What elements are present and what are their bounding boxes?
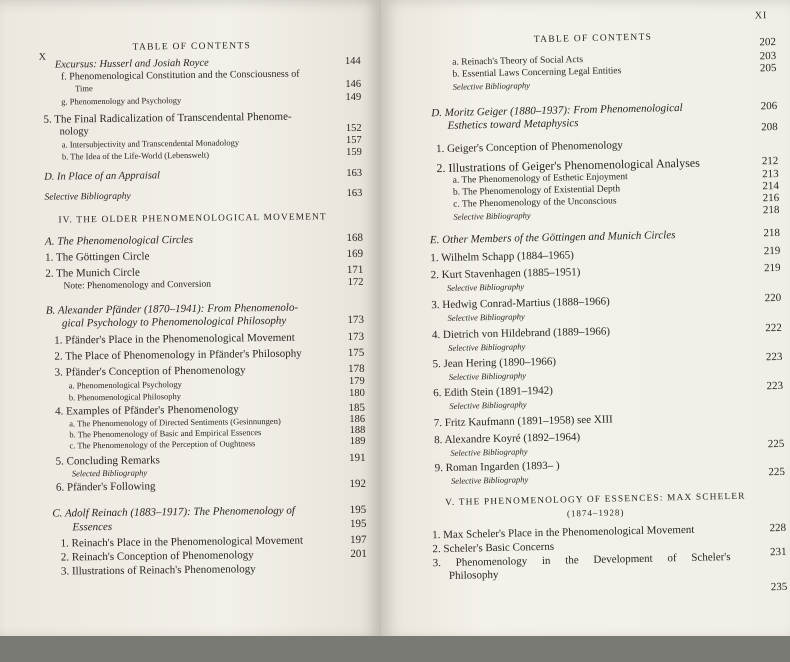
toc-entry: D. In Place of an Appraisal 163	[44, 167, 363, 183]
toc-entry: 3. Hedwig Conrad-Martius (1888–1966) 220	[431, 291, 782, 312]
toc-entry: 208	[761, 120, 778, 134]
toc-entry: 5. Concluding Remarks 191	[55, 451, 366, 468]
section-heading-dates: (1874–1928)	[566, 507, 625, 519]
toc-entry: Esthetics toward Metaphysics	[447, 117, 579, 132]
toc-entry: 9. Roman Ingarden (1893– )	[434, 459, 560, 475]
toc-entry: b. The Phenomenology of Basic and Empirical Essences 188	[69, 424, 366, 440]
toc-entry: 2. Kurt Stavenhagen (1885–1951) 219	[430, 261, 781, 282]
toc-entry: 1. The Göttingen Circle 169	[45, 247, 364, 264]
toc-entry: g. Phenomenology and Psychology 149	[61, 91, 362, 107]
toc-entry: 2. Illustrations of Geiger's Phenomenological Analyses 212	[436, 154, 779, 176]
toc-entry: gical Psychology to Phenomenological Philosophy 173	[61, 313, 365, 330]
running-head: TABLE OF CONTENTS	[533, 32, 653, 46]
toc-entry: a. Phenomenological Psychology 179	[68, 375, 365, 391]
toc-entry: 2. Scheler's Basic Concerns 231	[432, 540, 787, 559]
toc-entry: Selective Bibliography 163	[44, 187, 363, 203]
toc-entry: 202	[759, 35, 777, 49]
toc-entry: C. Adolf Reinach (1883–1917): The Phenomenology of 195	[52, 503, 367, 520]
toc-entry: Selective Bibliography	[448, 370, 527, 382]
toc-entry: Selective Bibliography 225	[450, 465, 786, 486]
toc-entry: 4. Examples of Pfänder's Phenomenology 185	[54, 401, 366, 418]
toc-entry: 5. The Final Radicalization of Transcendental Phenome-	[43, 110, 292, 126]
toc-entry: Selective Bibliography	[452, 80, 531, 92]
toc-entry: B. Alexander Pfänder (1870–1941): From Phenomenolo-	[45, 301, 299, 317]
toc-entry: 2. The Munich Circle 171	[45, 263, 364, 280]
toc-entry: A. The Phenomenological Circles 168	[44, 231, 364, 248]
section-heading: IV. THE OLDER PHENOMENOLOGICAL MOVEMENT	[58, 212, 327, 226]
toc-entry: Essences 195	[72, 517, 367, 534]
toc-entry: b. The Phenomenology of Existential Depth 214	[452, 179, 780, 198]
toc-entry: Selective Bibliography	[447, 311, 525, 323]
toc-entry: Selective Bibliography	[446, 281, 525, 293]
toc-entry: c. The Phenomenology of the Perception of Oughtness 189	[69, 435, 366, 451]
toc-entry: E. Other Members of the Göttingen and Munich Circles 218	[429, 226, 781, 247]
left-page-content	[20, 0, 368, 620]
toc-entry: Note: Phenomenology and Conversion 172	[63, 276, 364, 292]
toc-entry: Selective Bibliography	[449, 399, 527, 411]
toc-entry: 1. Geiger's Conception of Phenomenology	[435, 139, 623, 156]
toc-entry: D. Moritz Geiger (1880–1937): From Phenomenological 206	[431, 99, 778, 120]
toc-entry: 6. Pfänder's Following 192	[55, 477, 367, 494]
toc-entry: a. The Phenomenology of Directed Sentiments (Gesinnungen) 186	[69, 413, 366, 429]
toc-entry: b. Phenomenological Philosophy 180	[68, 387, 365, 403]
toc-entry: 1. Reinach's Place in the Phenomenological Movement 197	[60, 533, 367, 550]
toc-entry: 3. Phenomenology in the Development of Scheler's	[432, 551, 731, 570]
toc-entry: 2. Reinach's Conception of Phenomenology 201	[60, 547, 367, 564]
toc-entry: f. Phenomenological Constitution and the Consciousness of	[60, 68, 300, 83]
toc-entry: Time 146	[75, 78, 362, 94]
toc-entry: 2. The Place of Phenomenology in Pfänder's Philosophy 175	[54, 346, 365, 363]
toc-entry: b. Essential Laws Concerning Legal Entities 205	[452, 61, 777, 80]
toc-entry: nology 152	[59, 122, 362, 138]
page-number: XI	[754, 10, 768, 22]
left-page	[0, 0, 381, 640]
right-page	[381, 0, 790, 640]
table-surface	[0, 636, 790, 662]
toc-entry: Selective Bibliography 225	[450, 437, 785, 458]
toc-entry: 6. Edith Stein (1891–1942) 223	[433, 379, 784, 400]
running-head: TABLE OF CONTENTS	[132, 41, 252, 53]
toc-entry: Selective Bibliography	[448, 341, 526, 353]
toc-entry: 1. Wilhelm Schapp (1884–1965) 219	[430, 244, 781, 265]
toc-entry: Selected Bibliography	[71, 467, 148, 479]
section-heading: V. THE PHENOMENOLOGY OF ESSENCES: MAX SCHELER	[445, 491, 746, 509]
toc-entry: 3. Illustrations of Reinach's Phenomenology	[60, 563, 256, 578]
toc-entry: 1. Pfänder's Place in the Phenomenological Movement 173	[54, 330, 365, 347]
toc-entry: b. The Idea of the Life-World (Lebenswelt) 159	[61, 146, 362, 162]
toc-entry: 1. Max Scheler's Place in the Phenomenological Movement 228	[432, 521, 787, 542]
toc-entry: 4. Dietrich von Hildebrand (1889–1966) 222	[431, 321, 782, 342]
toc-entry: a. Reinach's Theory of Social Acts 203	[452, 49, 777, 68]
page-number: X	[38, 51, 48, 63]
right-page-content	[395, 0, 788, 628]
toc-entry: a. Intersubjectivity and Transcendental Monadology 157	[61, 134, 362, 150]
toc-entry: 5. Jean Hering (1890–1966) 223	[432, 350, 783, 371]
toc-entry: 8. Alexandre Koyré (1892–1964)	[434, 431, 581, 447]
toc-entry: Selective Bibliography 218	[453, 203, 780, 222]
toc-entry: a. The Phenomenology of Esthetic Enjoyment 213	[452, 167, 779, 186]
toc-entry: Excursus: Husserl and Josiah Royce 144	[54, 55, 361, 71]
toc-entry: Philosophy 235	[448, 568, 788, 594]
toc-entry: 3. Pfänder's Conception of Phenomenology 178	[54, 362, 365, 379]
toc-entry: c. The Phenomenology of the Unconscious 216	[453, 191, 780, 210]
toc-entry: 7. Fritz Kaufmann (1891–1958) see XIII	[433, 413, 613, 430]
